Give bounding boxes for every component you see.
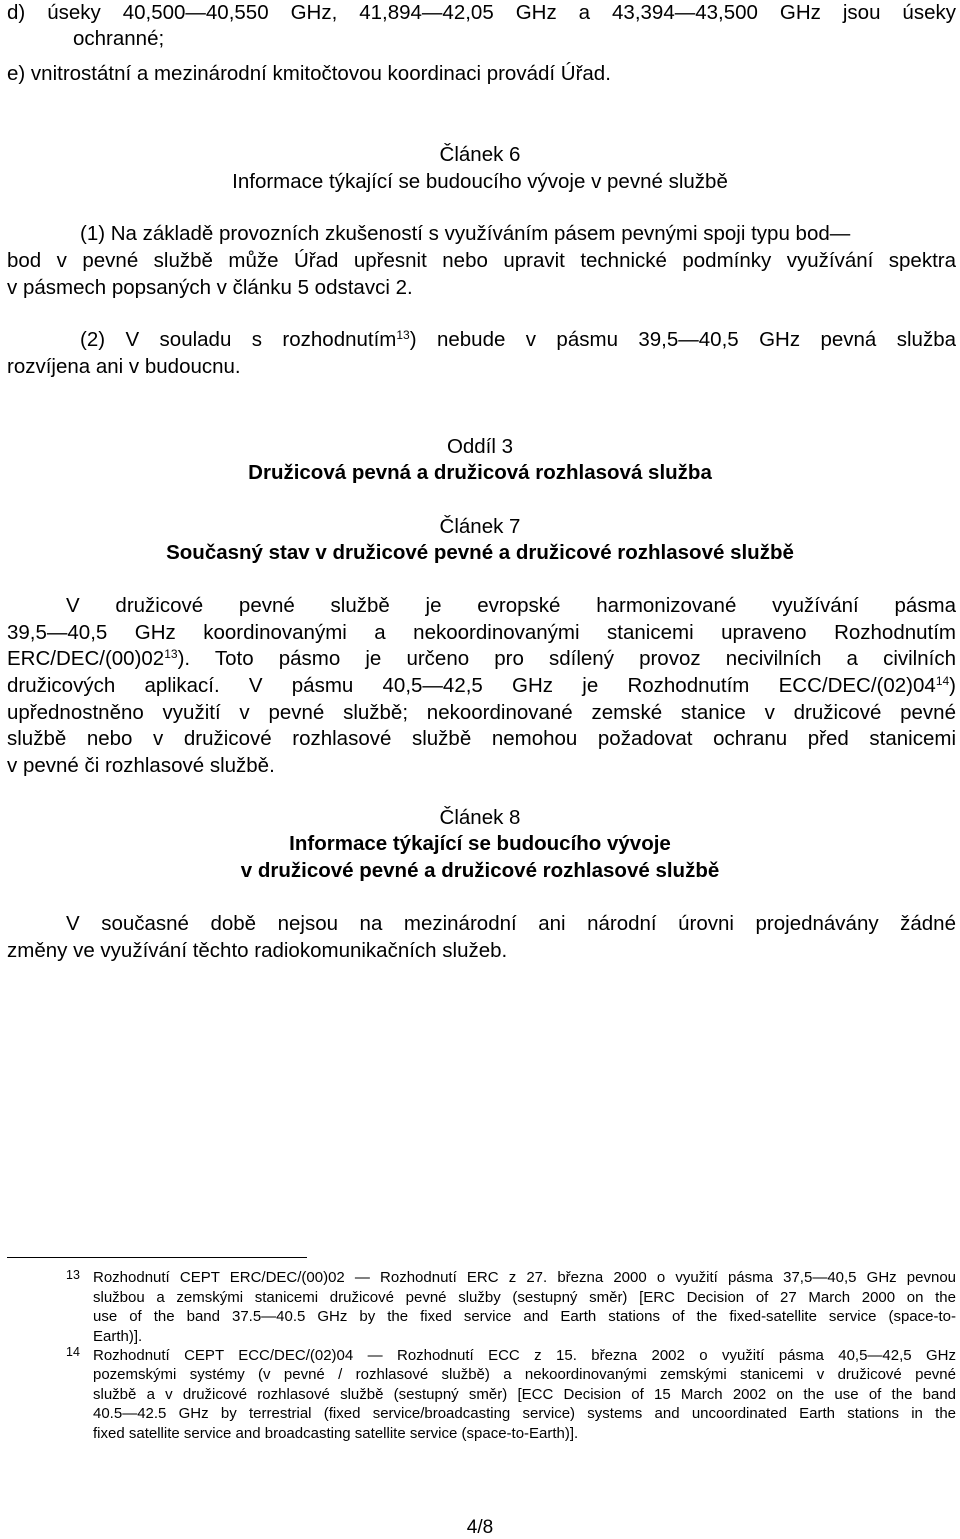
- footnote-14-line4: 40.5—42.5 GHz by terrestrial (fixed service/broadcasting service) systems and uncoordinated Earth stations in the: [93, 1405, 956, 1422]
- article-6-paragraph-2-line2: rozvíjena ani v budoucnu.: [7, 355, 241, 378]
- article-7-line2: 39,5—40,5 GHz koordinovanými a nekoordinovanými stanicemi upraveno Rozhodnutím: [7, 621, 956, 644]
- footnote-13-line1: Rozhodnutí CEPT ERC/DEC/(00)02 — Rozhodnutí ERC z 27. března 2000 o využití pásma 37,5—40,5 GHz pevnou: [93, 1269, 956, 1286]
- page-number: 4/8: [466, 1517, 494, 1538]
- footnote-14-number: 14: [66, 1345, 80, 1359]
- paragraph-text: družicových aplikací. V pásmu 40,5—42,5 GHz je Rozhodnutím ECC/DEC/(02)04: [7, 674, 936, 697]
- list-item-e: e) vnitrostátní a mezinárodní kmitočtovou koordinaci provádí Úřad.: [7, 62, 611, 85]
- footnote-14-line1: Rozhodnutí CEPT ECC/DEC/(02)04 — Rozhodnutí ECC z 15. března 2002 o využití pásma 40,5—42,5 GHz: [93, 1347, 956, 1364]
- list-item-d-line2: ochranné;: [73, 27, 165, 50]
- list-item-d-line1: d) úseky 40,500—40,550 GHz, 41,894—42,05 GHz a 43,394—43,500 GHz jsou úseky: [7, 1, 956, 24]
- article-6-paragraph-1-line1: (1) Na základě provozních zkušeností s využíváním pásem pevnými spoji typu bod—: [80, 222, 851, 245]
- footnote-13-number: 13: [66, 1268, 80, 1282]
- article-7-line7: v pevné či rozhlasové službě.: [7, 754, 275, 777]
- section-3-title: Družicová pevná a družicová rozhlasová služba: [248, 461, 712, 484]
- footnote-13-line3: use of the band 37.5—40.5 GHz by the fixed service and Earth stations of the fixed-satellite service (space-to-: [93, 1308, 956, 1325]
- footnote-14-line2: pozemskými systémy (v pevné / rozhlasové službě) a nekoordinovanými zemskými stanicemi v družicové pevné: [93, 1366, 956, 1383]
- article-8-line1: V současné době nejsou na mezinárodní ani národní úrovni projednávány žádné: [66, 912, 956, 935]
- article-7-title: Současný stav v družicové pevné a družicové rozhlasové službě: [166, 541, 794, 564]
- footnote-ref-13: 13: [164, 647, 178, 661]
- footnote-separator: [7, 1257, 307, 1258]
- footnote-14-line3: službě a v družicové rozhlasové službě (sestupný směr) [ECC Decision of 15 March 2002 on the use of the band: [93, 1386, 956, 1403]
- footnote-13-line2: službou a zemskými stanicemi družicové pevné služby (sestupný směr) [ERC Decision of 27 March 2000 on the: [93, 1289, 956, 1306]
- article-8-line2: změny ve využívání těchto radiokomunikačních služeb.: [7, 939, 508, 962]
- footnote-14-line5: fixed satellite service and broadcasting satellite service (space-to-Earth)].: [93, 1425, 579, 1442]
- article-6-paragraph-1-line2: bod v pevné službě může Úřad upřesnit nebo upravit technické podmínky využívání spektra: [7, 249, 956, 272]
- footnote-13-line4: Earth)].: [93, 1328, 143, 1345]
- paragraph-text: ) nebude v pásmu 39,5—40,5 GHz pevná služba: [409, 328, 956, 351]
- footnote-ref-14: 14: [935, 674, 950, 688]
- paragraph-text: ERC/DEC/(00)02: [7, 647, 165, 670]
- article-6-paragraph-1-line3: v pásmech popsaných v článku 5 odstavci 2.: [7, 276, 413, 299]
- article-7-line6: službě nebo v družicové rozhlasové službě nemohou požadovat ochranu před stanicemi: [7, 727, 956, 750]
- article-7-heading: Článek 7: [439, 515, 521, 538]
- article-6-paragraph-2-line1: [80, 327, 956, 354]
- section-3-heading: Oddíl 3: [446, 435, 514, 458]
- paragraph-text: (2) V souladu s rozhodnutím: [80, 328, 397, 351]
- article-7-line1: V družicové pevné službě je evropské harmonizované využívání pásma: [66, 594, 956, 617]
- paragraph-text: ). Toto pásmo je určeno pro sdílený provoz necivilních a civilních: [177, 647, 956, 670]
- article-7-line5: upřednostněno využití v pevné službě; nekoordinované zemské stanice v družicové pevné: [7, 701, 956, 724]
- article-8-heading: Článek 8: [439, 806, 521, 829]
- paragraph-text: ): [949, 674, 956, 697]
- article-7-line4: [7, 673, 956, 700]
- footnote-ref-13: 13: [396, 328, 410, 342]
- article-7-line3: [7, 646, 956, 673]
- article-6-title: Informace týkající se budoucího vývoje v pevné službě: [232, 170, 728, 193]
- article-8-title-line1: Informace týkající se budoucího vývoje: [289, 832, 671, 855]
- article-8-title-line2: v družicové pevné a družicové rozhlasové službě: [240, 859, 720, 882]
- article-6-heading: Článek 6: [439, 143, 521, 166]
